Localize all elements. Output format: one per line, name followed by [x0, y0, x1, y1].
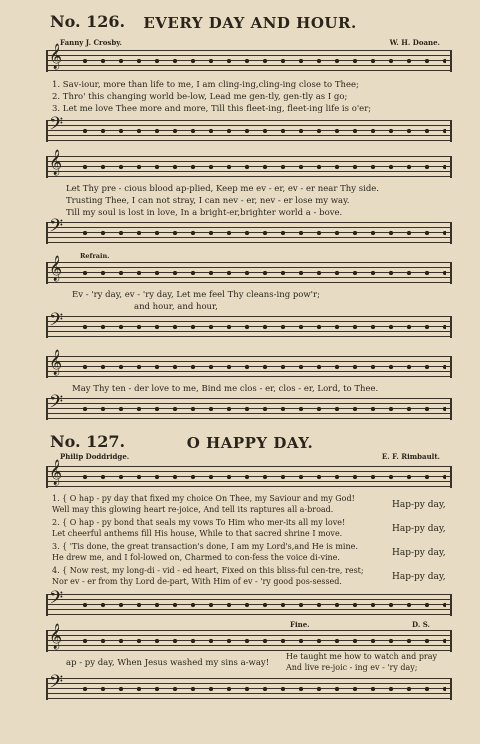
treble-clef-icon: 𝄞: [49, 624, 63, 649]
staff-treble: [46, 150, 452, 178]
refrain-line-1: Ev - 'ry day, ev - 'ry day, Let me feel Thy cleans-ing pow'r;: [72, 290, 320, 300]
refrain-line-2: May Thy ten - der love to me, Bind me clos - er, clos - er, Lord, to Thee.: [72, 384, 379, 394]
hap-py-day-2: Hap-py day,: [392, 524, 446, 534]
hymn-126-verse-2-line-1: 2. Thro' this changing world be-low, Lead me gen-tly, gen-tly as I go;: [52, 92, 348, 102]
hymn-127-verse-4a: 4. { Now rest, my long-di - vid - ed heart, Fixed on this bliss-ful cen-tre, rest;: [52, 566, 364, 575]
staff-treble: [46, 44, 452, 72]
staff-treble: [46, 460, 452, 488]
refrain-line-1-echo: and hour, and hour,: [134, 302, 218, 312]
hymn-127-verse-1b: Well may this glowing heart re-joice, And tell its raptures all a-broad.: [52, 505, 334, 514]
bass-clef-icon: 𝄢: [49, 310, 64, 335]
hymn-127-verse-3b: He drew me, and I fol-lowed on, Charmed to con-fess the voice di-vine.: [52, 553, 340, 562]
note-heads: [76, 56, 446, 66]
staff-bass: [46, 392, 452, 420]
staff-bass: [46, 588, 452, 616]
hymn-126-verse-1-line-1: 1. Sav-iour, more than life to me, I am cling-ing,cling-ing close to Thee;: [52, 80, 359, 90]
staff-bass: [46, 114, 452, 142]
staff-treble: [46, 350, 452, 378]
hymn-127-title: O HAPPY DAY.: [186, 434, 314, 452]
staff-bass: [46, 672, 452, 700]
hymn-127-composer: E. F. Rimbault.: [381, 452, 440, 461]
hymn-126-verse-2-line-2: Trusting Thee, I can not stray, I can nev - er, nev - er lose my way.: [66, 196, 350, 206]
hymn-126-credits: [60, 38, 440, 48]
note-heads: [76, 126, 446, 136]
fine-marking: Fine.: [290, 620, 310, 629]
note-heads: [76, 322, 446, 332]
staff-bass: [46, 310, 452, 338]
hap-py-day-3: Hap-py day,: [392, 548, 446, 558]
bass-clef-icon: 𝄢: [49, 114, 64, 139]
ds-marking: D. S.: [412, 620, 430, 629]
note-heads: [76, 404, 446, 414]
hap-py-day-4: Hap-py day,: [392, 572, 446, 582]
hymn-127-verse-2b: Let cheerful anthems fill His house, While to that sacred shrine I move.: [52, 529, 343, 538]
note-heads: [76, 636, 446, 646]
note-heads: [76, 600, 446, 610]
chorus-line: ap - py day, When Jesus washed my sins a-way!: [66, 658, 270, 668]
hymn-126-verse-3-line-2: Till my soul is lost in love, In a bright-er,brighter world a - bove.: [66, 208, 343, 218]
hymn-126-header: [50, 12, 450, 32]
treble-clef-icon: 𝄞: [49, 350, 63, 375]
treble-clef-icon: 𝄞: [49, 44, 63, 69]
hymn-127-verse-3a: 3. { 'Tis done, the great transaction's done, I am my Lord's,and He is mine.: [52, 542, 358, 551]
chorus-right-line-2: And live re-joic - ing ev - 'ry day;: [286, 663, 418, 672]
hymn-126-author: Fanny J. Crosby.: [60, 38, 122, 47]
treble-clef-icon: 𝄞: [49, 256, 63, 281]
hymn-126-number: No. 126.: [50, 12, 126, 31]
hymn-127-number: No. 127.: [50, 432, 126, 451]
hymn-127-credits: [60, 452, 440, 462]
note-heads: [76, 684, 446, 694]
hymn-127-header: [50, 432, 450, 452]
hymn-126-composer: W. H. Doane.: [389, 38, 440, 47]
refrain-label: Refrain.: [80, 252, 110, 260]
bass-clef-icon: 𝄢: [49, 392, 64, 417]
hymn-127-verse-2a: 2. { O hap - py bond that seals my vows To Him who mer-its all my love!: [52, 518, 346, 527]
chorus-right-line-1: He taught me how to watch and pray: [286, 652, 438, 661]
hymn-126-verse-1-line-2: Let Thy pre - cious blood ap-plied, Keep me ev - er, ev - er near Thy side.: [66, 184, 379, 194]
treble-clef-icon: 𝄞: [49, 150, 63, 175]
bass-clef-icon: 𝄢: [49, 672, 64, 697]
hap-py-day-1: Hap-py day,: [392, 500, 446, 510]
note-heads: [76, 362, 446, 372]
note-heads: [76, 228, 446, 238]
hymn-126-verse-3-line-1: 3. Let me love Thee more and more, Till this fleet-ing, fleet-ing life is o'er;: [52, 104, 372, 114]
hymn-126-title: EVERY DAY AND HOUR.: [143, 14, 357, 32]
hymn-127-author: Philip Doddridge.: [60, 452, 130, 461]
note-heads: [76, 472, 446, 482]
staff-bass: [46, 216, 452, 244]
bass-clef-icon: 𝄢: [49, 216, 64, 241]
hymn-127-verse-1a: 1. { O hap - py day that fixed my choice On Thee, my Saviour and my God!: [52, 494, 355, 503]
bass-clef-icon: 𝄢: [49, 588, 64, 613]
hymn-127-verse-4b: Nor ev - er from thy Lord de-part, With Him of ev - 'ry good pos-sessed.: [52, 577, 342, 586]
note-heads: [76, 162, 446, 172]
treble-clef-icon: 𝄞: [49, 460, 63, 485]
note-heads: [76, 268, 446, 278]
